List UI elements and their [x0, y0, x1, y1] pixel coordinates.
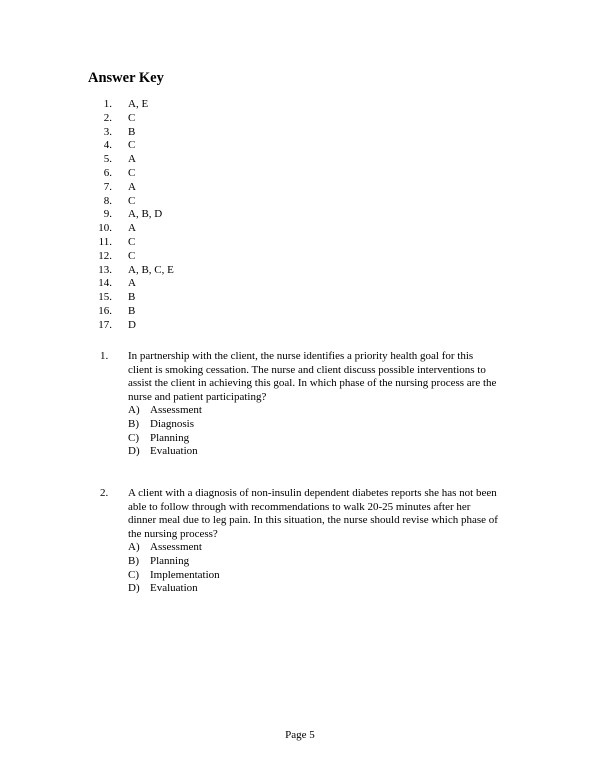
- answer-value: A, E: [128, 98, 149, 110]
- option-letter: A): [128, 541, 140, 554]
- question-text: A client with a diagnosis of non-insulin dependent diabetes reports she has not been able to follow through with recommendations to walk 20-25 minutes after her dinner meal due to leg pain. In this situation, the nurse should revise which phase of the nursing process?: [128, 487, 498, 540]
- question-number: 2.: [100, 487, 109, 499]
- answer-item: [88, 277, 288, 291]
- page-title: Answer Key: [88, 70, 164, 86]
- answer-number: 15.: [98, 291, 112, 304]
- option-letter: B): [128, 417, 139, 430]
- answer-item: [88, 305, 288, 319]
- option-text: Diagnosis: [150, 417, 194, 430]
- option-item: [128, 582, 500, 596]
- option-item: [128, 418, 500, 432]
- answer-number: 6.: [103, 166, 112, 179]
- option-text: Planning: [150, 554, 190, 567]
- answer-item: [88, 236, 288, 250]
- option-letter: C): [128, 568, 139, 581]
- answer-value: B: [128, 291, 136, 304]
- option-letter: C): [128, 431, 139, 444]
- answer-value: A: [128, 180, 136, 193]
- answer-number: 10.: [98, 222, 112, 235]
- answer-value: B: [128, 125, 136, 138]
- answer-value: D: [128, 318, 136, 331]
- answer-item: [88, 222, 288, 236]
- answer-value: C: [128, 166, 136, 179]
- option-item: [128, 541, 500, 555]
- answer-number: 17.: [98, 318, 112, 331]
- answer-item: [88, 195, 288, 209]
- option-letter: D): [128, 445, 140, 458]
- answer-number: 3.: [103, 125, 112, 138]
- answer-number: 11.: [98, 235, 112, 248]
- question-number: 1.: [100, 350, 109, 362]
- answer-value: A: [128, 222, 136, 235]
- question-1: [100, 350, 500, 459]
- answer-item: [88, 167, 288, 181]
- answer-value: A, B, D: [128, 208, 163, 221]
- option-text: Planning: [150, 431, 190, 444]
- option-item: [128, 569, 500, 583]
- option-text: Implementation: [150, 568, 220, 581]
- answer-value: A: [128, 277, 136, 290]
- answer-number: 12.: [98, 249, 112, 262]
- answer-number: 9.: [103, 208, 112, 221]
- option-item: [128, 445, 500, 459]
- answer-number: 13.: [98, 263, 112, 276]
- option-text: Assessment: [150, 404, 202, 417]
- option-letter: A): [128, 404, 140, 417]
- option-text: Assessment: [150, 541, 202, 554]
- answer-value: B: [128, 304, 136, 317]
- option-item: [128, 432, 500, 446]
- answer-number: 7.: [103, 180, 112, 193]
- answer-value: C: [128, 235, 136, 248]
- question-2: [100, 487, 500, 596]
- option-text: Evaluation: [150, 582, 198, 595]
- answer-number: 16.: [98, 304, 112, 317]
- answer-number: 5.: [103, 153, 112, 166]
- page-number: Page 5: [285, 729, 315, 741]
- answer-item: [88, 126, 288, 140]
- answer-item: [88, 181, 288, 195]
- answer-item: [88, 250, 288, 264]
- option-letter: D): [128, 582, 140, 595]
- answer-number: 14.: [98, 277, 112, 290]
- option-letter: B): [128, 554, 139, 567]
- answer-value: C: [128, 249, 136, 262]
- answer-number: 1.: [103, 98, 112, 110]
- answer-item: [88, 153, 288, 167]
- answer-item: [88, 291, 288, 305]
- answer-item: [88, 319, 288, 333]
- answer-key-list: [88, 98, 288, 333]
- answer-value: A: [128, 153, 136, 166]
- answer-value: C: [128, 139, 136, 152]
- option-text: Evaluation: [150, 445, 198, 458]
- answer-value: C: [128, 194, 136, 207]
- answer-item: [88, 98, 288, 112]
- question-text: In partnership with the client, the nurse identifies a priority health goal for this client is smoking cessation. The nurse and client discuss possible interventions to assist the client in achieving this goal. In which phase of the nursing process are the nurse and patient participating?: [128, 350, 497, 403]
- answer-item: [88, 112, 288, 126]
- answer-value: A, B, C, E: [128, 263, 174, 276]
- answer-number: 4.: [103, 139, 112, 152]
- answer-number: 8.: [103, 194, 112, 207]
- answer-value: C: [128, 111, 136, 124]
- option-item: [128, 404, 500, 418]
- answer-item: [88, 208, 288, 222]
- answer-item: [88, 264, 288, 278]
- option-item: [128, 555, 500, 569]
- answer-number: 2.: [103, 111, 112, 124]
- answer-item: [88, 139, 288, 153]
